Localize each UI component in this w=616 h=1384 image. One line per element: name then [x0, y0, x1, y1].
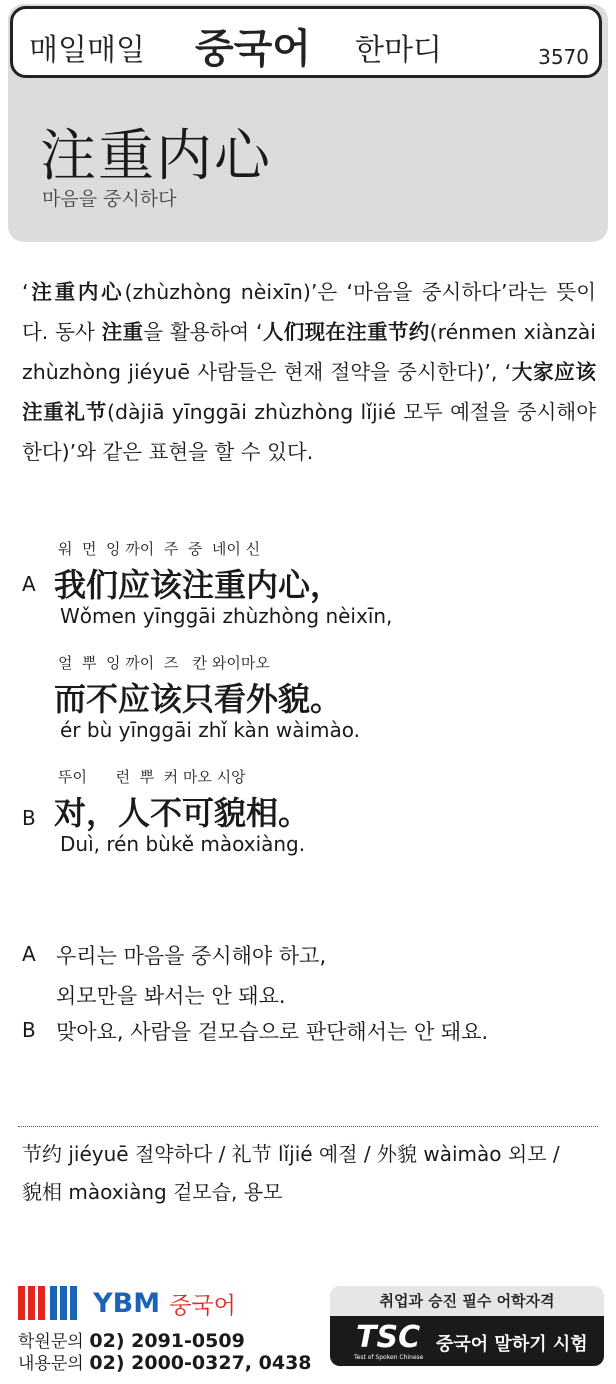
intro-hanzi-3: 人们现在注重节约 [262, 320, 430, 344]
title-meaning: 마음을 중시하다 [42, 188, 177, 210]
ybm-mark-icon [18, 1284, 84, 1322]
pinyin-line: Duì, rén bùkě màoxiàng. [60, 832, 306, 856]
translation-line: 외모만을 봐서는 안 돼요. [56, 984, 286, 1008]
speaker-label: A [22, 942, 36, 966]
section-divider [18, 1126, 598, 1127]
intro-paragraph: ‘注重内心(zhùzhòng nèixīn)’은 ‘마음을 중시하다’라는 뜻이다. 동사 注重을 활용하여 ‘人们现在注重节约(rénmen xiànzài zhùzhòng jiéyuē 사람들은 현재 절약을 중시한다)’, ‘大家应该注重礼节(dàjiā yīnggāi zhùzhòng lǐjié 모두 예절을 중시해야 한다)’와 같은 표현을 할 수 있다. [22, 280, 597, 464]
contact-content [18, 1349, 312, 1374]
tsc-tagline: 취업과 승진 필수 어학자격 [379, 1292, 555, 1310]
vocabulary-line: 貌相 màoxiàng 겉모습, 용모 [22, 1180, 283, 1204]
pronunciation-guide: 뚜이 런 뿌 커 마오 시앙 [58, 768, 246, 786]
page-title: 注重内心 [40, 124, 272, 189]
vocabulary-list [22, 1135, 596, 1211]
pinyin-line: ér bù yīnggāi zhǐ kàn wàimào. [60, 718, 360, 742]
translation-line: 우리는 마음을 중시해야 하고, [56, 944, 327, 968]
ybm-logo [18, 1284, 236, 1322]
tsc-logo: TSC [356, 1320, 421, 1355]
tsc-bottom-bar [330, 1316, 604, 1366]
chinese-sentence: 我们应该注重内心， [54, 566, 343, 604]
speaker-label: B [22, 806, 36, 830]
speaker-label: B [22, 1018, 36, 1042]
ybm-logo-korean: 중국어 [169, 1292, 236, 1319]
tsc-logo-subtitle: Test of Spoken Chinese [354, 1354, 424, 1361]
series-title-main: 중국어 [195, 26, 311, 72]
tsc-banner [330, 1286, 604, 1366]
intro-hanzi-4: 大家应该注重礼节 [22, 360, 597, 424]
series-title-right: 한마디 [355, 33, 442, 68]
contact-number: 02) 2000-0327, 0438 [89, 1352, 312, 1374]
contact-label: 학원문의 [18, 1332, 84, 1352]
translation-line: 맞아요, 사람을 겉모습으로 판단해서는 안 돼요. [56, 1020, 489, 1044]
contact-label: 내용문의 [18, 1354, 84, 1374]
contact-number: 02) 2091-0509 [89, 1330, 245, 1352]
pronunciation-guide: 워 먼 잉 까이 주 중 네이 신 [58, 540, 261, 558]
chinese-sentence: 而不应该只看外貌。 [54, 680, 343, 718]
title-bar [10, 6, 602, 78]
intro-hanzi-1: 注重内心 [28, 280, 125, 304]
pronunciation-guide: 얼 뿌 잉 까이 즈 칸 와이마오 [58, 654, 270, 672]
speaker-label: A [22, 572, 36, 596]
chinese-sentence: 对，人不可貌相。 [54, 794, 311, 832]
series-title-left: 매일매일 [29, 33, 145, 68]
tsc-name: 중국어 말하기 시험 [436, 1334, 588, 1355]
intro-text-2: 을 활용하여 ‘ [143, 320, 263, 344]
pinyin-line: Wǒmen yīnggāi zhùzhòng nèixīn, [60, 604, 393, 628]
intro-text-4: (dàjiā yīnggāi zhùzhòng lǐjié 모두 예절을 중시해야 한다)’와 같은 표현을 할 수 있다. [22, 400, 596, 464]
intro-hanzi-2: 注重 [101, 320, 144, 344]
intro-text-3: (rénmen xiànzài zhùzhòng jiéyuē 사람들은 현재 절약을 중시한다)’, ‘ [22, 320, 597, 384]
episode-number: 3570 [538, 45, 589, 69]
intro-text-1: (zhùzhòng nèixīn)’은 ‘마음을 중시하다’라는 뜻이다. 동사 [22, 280, 596, 344]
vocabulary-line: 节约 jiéyuē 절약하다 / 礼节 lǐjié 예절 / 外貌 wàimào 외모 / [22, 1142, 560, 1166]
ybm-logo-text: YBM [93, 1287, 161, 1319]
